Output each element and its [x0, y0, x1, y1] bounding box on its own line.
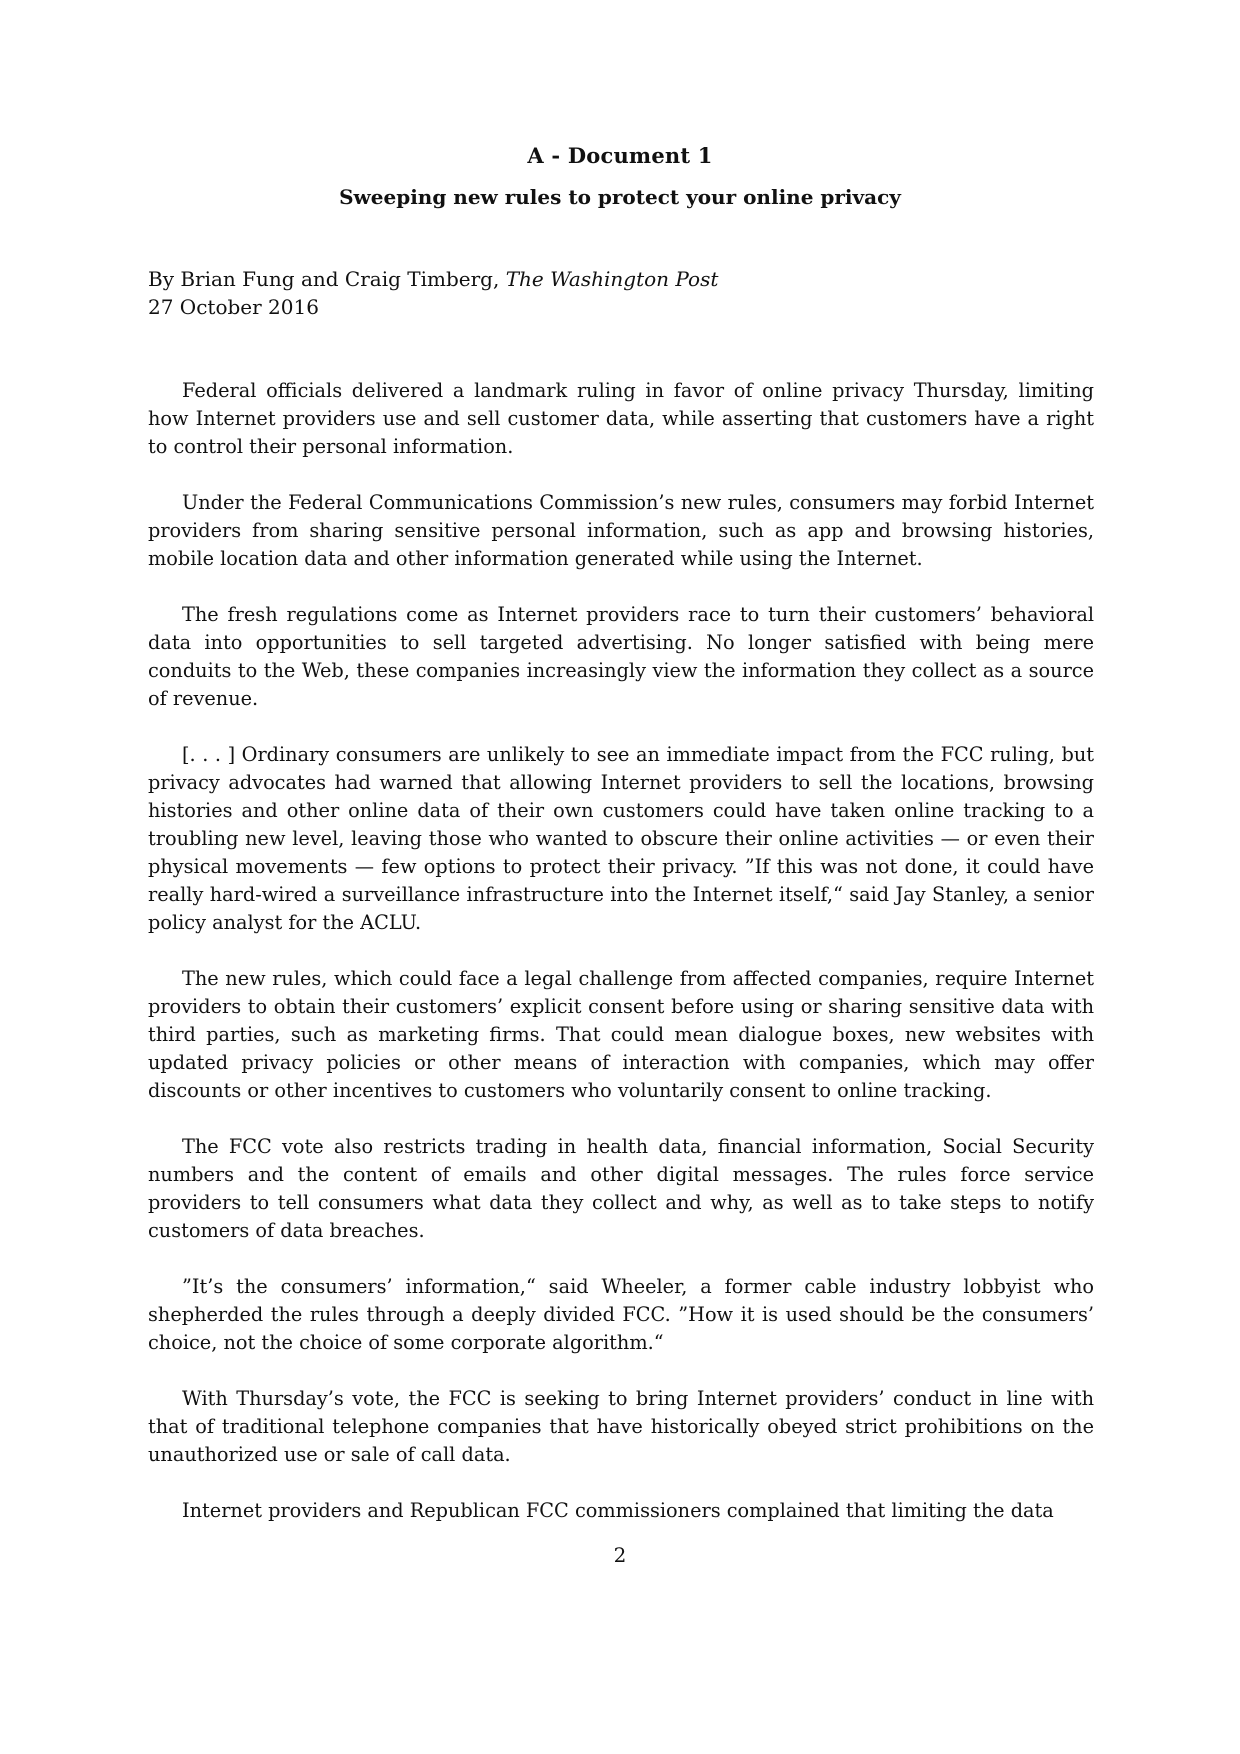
byline-prefix: By Brian Fung and Craig Timberg,	[148, 267, 506, 291]
paragraph: [. . . ] Ordinary consumers are unlikely to see an immediate impact from the FCC ruling, but privacy advocates had warned that allowing Internet providers to sell the locations, browsing histories and other online data of their own customers could have taken online tracking to a troubling new level, leaving those who wanted to obscure their online activities — or even their physical movements — few options to protect their privacy. ”If this was not done, it could have really hard-wired a surveillance infrastructure into the Internet itself,“ said Jay Stanley, a senior policy analyst for the ACLU.	[148, 743, 1094, 934]
article-title: Sweeping new rules to protect your online privacy	[339, 185, 901, 209]
paragraph: The new rules, which could face a legal challenge from affected companies, require Internet providers to obtain their customers’ explicit consent before using or sharing sensitive data with third parties, such as marketing firms. That could mean dialogue boxes, new websites with updated privacy policies or other means of interaction with companies, which may offer discounts or other incentives to customers who voluntarily consent to online tracking.	[148, 967, 1094, 1102]
document-label: A - Document 1	[527, 143, 713, 168]
article-body	[148, 377, 1094, 1525]
byline-date: 27 October 2016	[148, 295, 319, 319]
byline	[148, 265, 718, 321]
page-number: 2	[613, 1543, 627, 1567]
paragraph: The FCC vote also restricts trading in health data, financial information, Social Security numbers and the content of emails and other digital messages. The rules force service providers to tell consumers what data they collect and why, as well as to take steps to notify customers of data breaches.	[148, 1135, 1094, 1242]
byline-publication: The Washington Post	[505, 267, 719, 291]
paragraph: Internet providers and Republican FCC commissioners complained that limiting the data	[182, 1499, 1054, 1522]
paragraph: Under the Federal Communications Commission’s new rules, consumers may forbid Internet providers from sharing sensitive personal information, such as app and browsing histories, mobile location data and other information generated while using the Internet.	[148, 491, 1094, 570]
paragraph: The fresh regulations come as Internet providers race to turn their customers’ behavioral data into opportunities to sell targeted advertising. No longer satisfied with being mere conduits to the Web, these companies increasingly view the information they collect as a source of revenue.	[148, 603, 1094, 710]
byline-authors	[148, 265, 718, 293]
paragraph: ”It’s the consumers’ information,“ said Wheeler, a former cable industry lobbyist who shepherded the rules through a deeply divided FCC. ”How it is used should be the consumers’ choice, not the choice of some corporate algorithm.“	[148, 1275, 1094, 1354]
paragraph: Federal officials delivered a landmark ruling in favor of online privacy Thursday, limiting how Internet providers use and sell customer data, while asserting that customers have a right to control their personal information.	[148, 379, 1094, 458]
paragraph: With Thursday’s vote, the FCC is seeking to bring Internet providers’ conduct in line with that of traditional telephone companies that have historically obeyed strict prohibitions on the unauthorized use or sale of call data.	[148, 1387, 1094, 1466]
